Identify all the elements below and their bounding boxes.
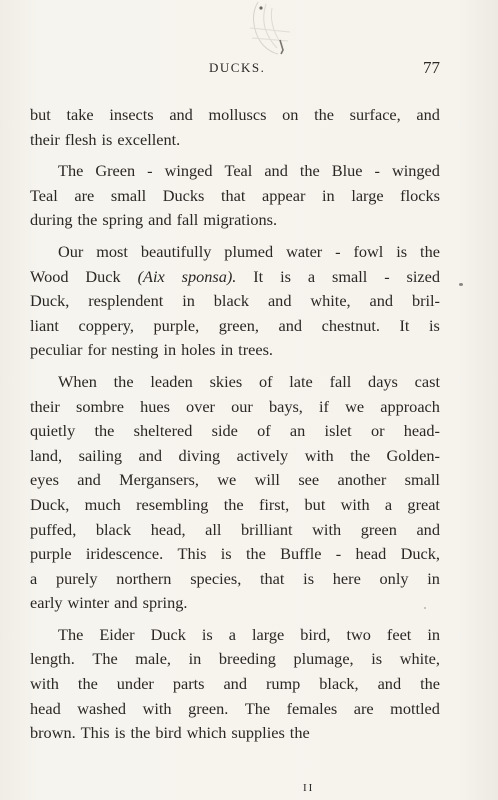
text-line: peculiar for nesting in holes in trees.	[30, 340, 273, 360]
text-line: quietly the sheltered side of an islet or head-	[30, 421, 440, 441]
text-line: during the spring and fall migrations.	[30, 210, 278, 230]
text-line: head washed with green. The females are mottled	[30, 698, 440, 718]
text-line: Our most beautifully plumed water - fowl is the	[58, 241, 440, 261]
text-line: Duck, resplendent in black and white, and bril-	[30, 291, 440, 311]
text-line: liant coppery, purple, green, and chestnut. It is	[30, 315, 440, 335]
paragraph-gap	[30, 363, 440, 370]
printed-ornament-remnant	[228, 0, 298, 62]
text-line: Teal are small Ducks that appear in large flocks	[30, 185, 440, 205]
ink-speck	[459, 283, 463, 286]
text-line: Wood Duck (Aix sponsa). It is a small - sized	[30, 266, 440, 286]
text-line: their flesh is excellent.	[30, 129, 181, 149]
text-line: Duck, much resembling the first, but with a great	[30, 494, 440, 514]
text-line: early winter and spring.	[30, 593, 188, 613]
running-head	[30, 60, 440, 82]
text-line: their sombre hues over our bays, if we approach	[30, 396, 440, 416]
paragraph-gap	[30, 152, 440, 159]
text-line: puffed, black head, all brilliant with green and	[30, 519, 440, 539]
text-line: The Eider Duck is a large bird, two feet in	[58, 624, 440, 644]
running-title: DUCKS.	[209, 60, 266, 75]
ink-speck	[424, 607, 426, 609]
paragraph-gap	[30, 233, 440, 240]
text-line: a purely northern species, that is here only in	[30, 568, 440, 588]
paragraph-gap	[30, 616, 440, 623]
page-number: 77	[423, 58, 440, 77]
text-line: length. The male, in breeding plumage, is white,	[30, 649, 440, 669]
text-line: eyes and Mergansers, we will see another small	[30, 470, 440, 490]
text-line: purple iridescence. This is the Buffle - head Duck,	[30, 544, 440, 564]
body-text	[30, 103, 440, 746]
text-line: The Green - winged Teal and the Blue - winged	[58, 161, 440, 181]
text-line: brown. This is the bird which supplies the	[30, 723, 310, 743]
signature-mark: II	[303, 782, 315, 794]
text-line: with the under parts and rump black, and the	[30, 674, 440, 694]
text-line: land, sailing and diving actively with the Golden-	[30, 445, 440, 465]
text-line: When the leaden skies of late fall days cast	[58, 371, 440, 391]
text-line: but take insects and molluscs on the surface, and	[30, 105, 440, 124]
